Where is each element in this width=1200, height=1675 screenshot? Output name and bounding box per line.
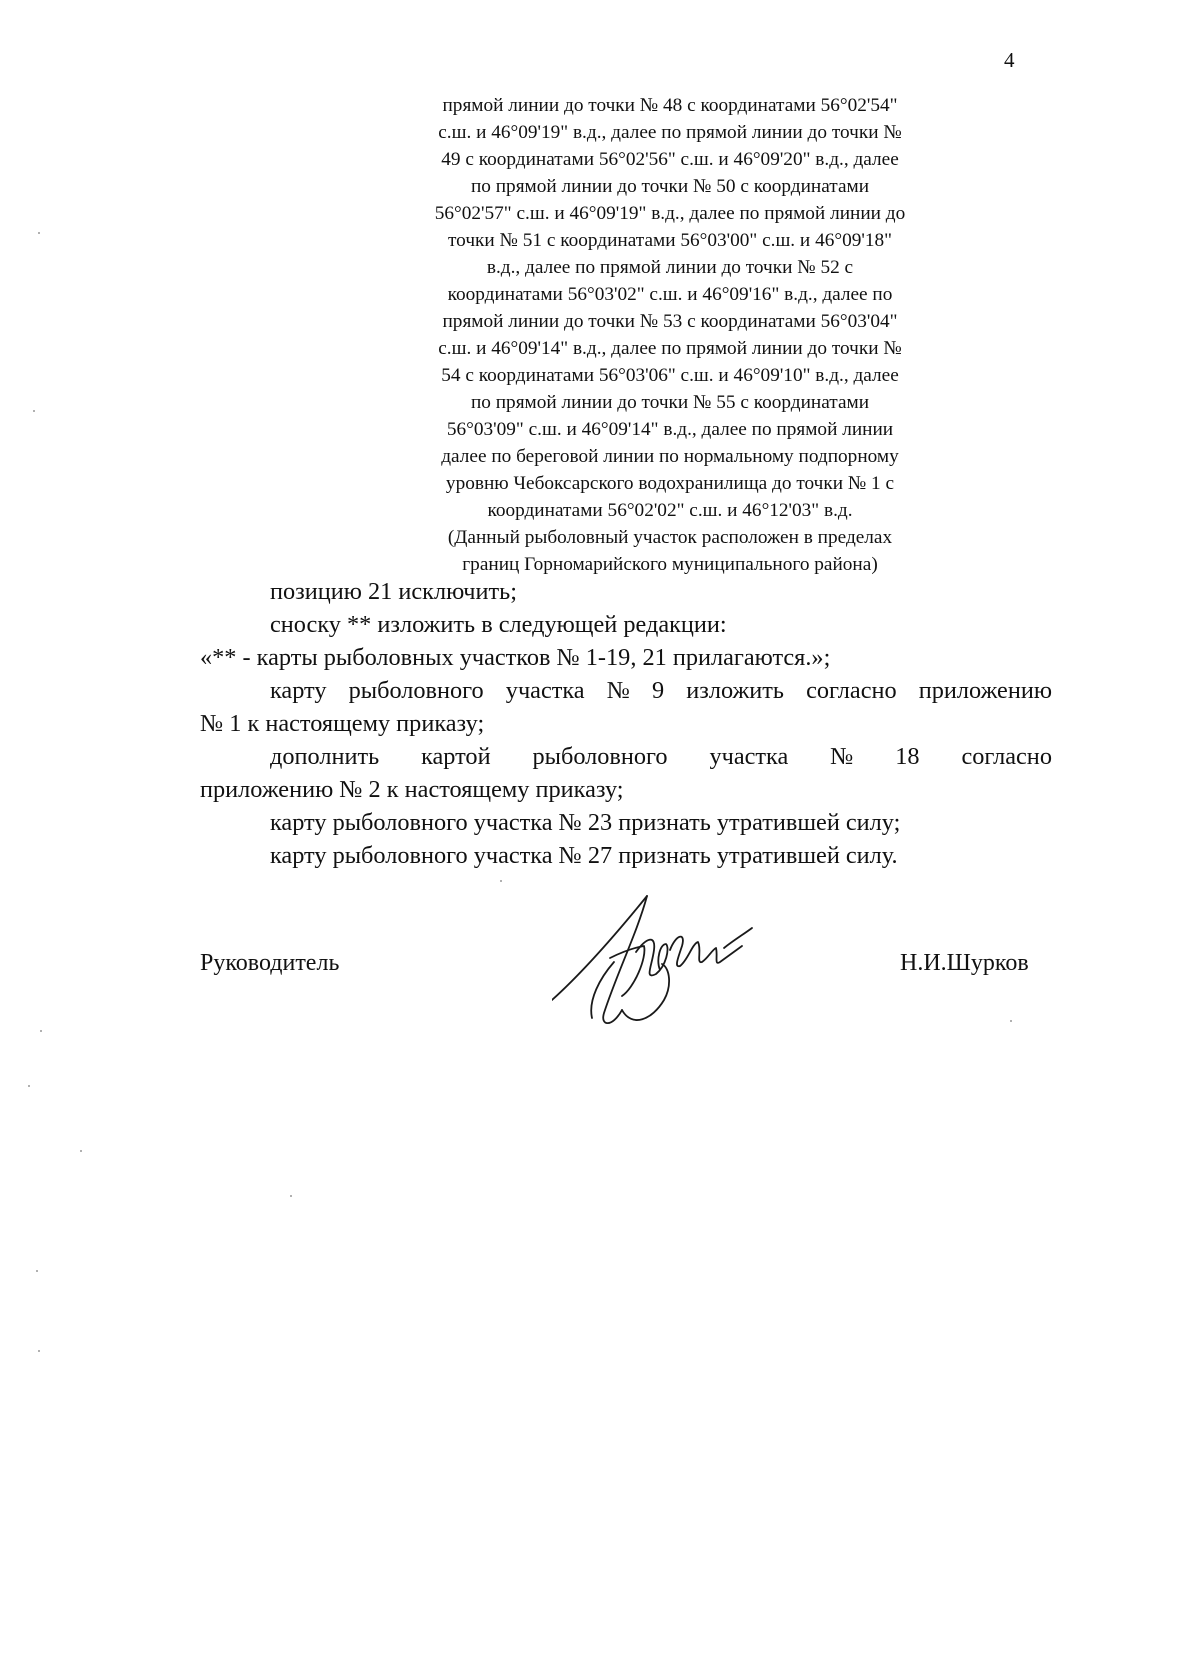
scan-speck: [80, 1150, 82, 1152]
coords-line: координатами 56°03'02" с.ш. и 46°09'16" в.д., далее по: [447, 284, 893, 305]
word: №: [606, 677, 630, 704]
coords-line: с.ш. и 46°09'14" в.д., далее по прямой линии до точки №: [438, 338, 902, 359]
scan-speck: [28, 1085, 30, 1087]
word: 9: [651, 677, 665, 704]
coords-line: по прямой линии до точки № 55 с координатами: [470, 392, 870, 413]
coords-line: точки № 51 с координатами 56°03'00" с.ш. и 46°09'18": [448, 230, 892, 251]
coords-line: уровню Чебоксарского водохранилища до точки № 1 с: [445, 473, 895, 494]
word: приложению: [918, 677, 1052, 704]
paragraph-remove-position: позицию 21 исключить;: [270, 578, 517, 605]
coords-line: 56°03'09" с.ш. и 46°09'14" в.д., далее по прямой линии: [446, 419, 894, 440]
paragraph-footnote-text: «** - карты рыболовных участков № 1-19, 21 прилагаются.»;: [200, 644, 831, 671]
paragraph-map-9-line2: № 1 к настоящему приказу;: [200, 710, 485, 737]
paragraph-map-18-line2: приложению № 2 к настоящему приказу;: [200, 776, 624, 803]
scan-speck: [1010, 1020, 1012, 1022]
coords-line: в.д., далее по прямой линии до точки № 52 с: [486, 257, 854, 278]
coords-line: границ Горномарийского муниципального района): [462, 554, 878, 575]
scan-speck: [40, 1030, 42, 1032]
coords-line: (Данный рыболовный участок расположен в пределах: [447, 527, 893, 548]
scan-speck: [500, 880, 502, 882]
coords-line: с.ш. и 46°09'19" в.д., далее по прямой линии до точки №: [438, 122, 902, 143]
word: изложить: [686, 677, 785, 704]
word: дополнить: [270, 743, 380, 770]
paragraph-map-9-line1: [270, 676, 1052, 706]
coords-line: прямой линии до точки № 48 с координатами 56°02'54": [442, 95, 898, 116]
coords-line: координатами 56°02'02" с.ш. и 46°12'03" в.д.: [487, 500, 853, 521]
coords-line: прямой линии до точки № 53 с координатами 56°03'04": [442, 311, 898, 332]
word: согласно: [961, 743, 1052, 770]
paragraph-map-18-line1: [270, 742, 1052, 772]
word: карту: [270, 677, 327, 704]
word: участка: [505, 677, 585, 704]
signatory-title: Руководитель: [200, 950, 340, 976]
word: 18: [895, 743, 920, 770]
scan-speck: [36, 1270, 38, 1272]
scan-speck: [38, 1350, 40, 1352]
word: картой: [421, 743, 491, 770]
word: рыболовного: [532, 743, 668, 770]
word: согласно: [806, 677, 897, 704]
signatory-name: Н.И.Шурков: [900, 950, 1029, 976]
word: рыболовного: [348, 677, 484, 704]
handwritten-signature: [552, 888, 792, 1038]
coordinates-block: [380, 92, 960, 578]
coords-line: далее по береговой линии по нормальному подпорному: [441, 446, 899, 467]
coords-line: 54 с координатами 56°03'06" с.ш. и 46°09'10" в.д., далее: [441, 365, 899, 386]
word: участка: [709, 743, 789, 770]
coords-line: 49 с координатами 56°02'56" с.ш. и 46°09'20" в.д., далее: [441, 149, 899, 170]
page-number: 4: [1004, 48, 1015, 72]
scan-speck: [33, 410, 35, 412]
paragraph-map-27-void: карту рыболовного участка № 27 признать утратившей силу.: [270, 842, 898, 869]
coords-line: по прямой линии до точки № 50 с координатами: [470, 176, 870, 197]
word: №: [830, 743, 854, 770]
coords-line: 56°02'57" с.ш. и 46°09'19" в.д., далее по прямой линии до: [434, 203, 906, 224]
scan-speck: [290, 1195, 292, 1197]
paragraph-footnote-intro: сноску ** изложить в следующей редакции:: [270, 611, 727, 638]
scan-speck: [38, 232, 40, 234]
paragraph-map-23-void: карту рыболовного участка № 23 признать утратившей силу;: [270, 809, 901, 836]
